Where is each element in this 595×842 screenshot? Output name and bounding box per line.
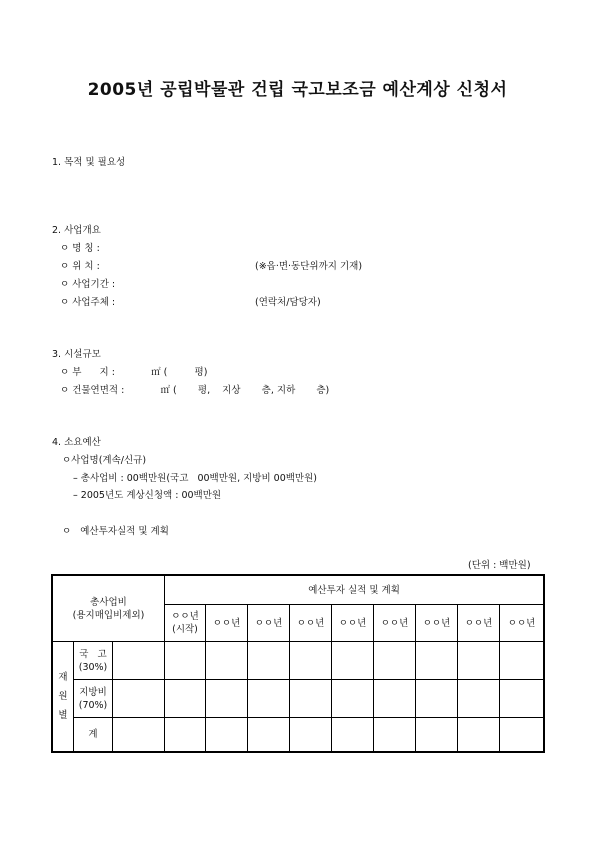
operator-note: (연락처/담당자) (255, 297, 321, 308)
floor-area-line: ㅇ 건물연면적 : ㎡ ( 평, 지상 층, 지하 층) (60, 385, 330, 396)
table-cell (113, 642, 165, 680)
total-cost-header-line1: 총사업비 (90, 596, 127, 608)
table-cell (458, 718, 500, 752)
year-header-start (165, 605, 206, 642)
table-cell (165, 680, 206, 718)
table-row-national (53, 642, 544, 680)
table-cell (248, 680, 290, 718)
section-budget-heading: 4. 소요예산 (52, 437, 101, 448)
source-label-char: 원 (58, 691, 68, 702)
local-label-line2: (70%) (78, 699, 108, 711)
year-header: ㅇㅇ년 (500, 605, 544, 642)
year-header: ㅇㅇ년 (374, 605, 416, 642)
sum-label: 계 (74, 718, 113, 752)
project-type-line: ㅇ사업명(계속/신규) (62, 455, 147, 466)
request-amount-line: – 2005년도 계상신청액 : 00백만원 (73, 490, 222, 501)
table-cell (332, 642, 374, 680)
national-label (74, 642, 113, 680)
total-cost-line: – 총사업비 : 00백만원(국고 00백만원, 지방비 00백만원) (73, 473, 317, 484)
local-label (74, 680, 113, 718)
site-area-line: ㅇ 부 지 : ㎡ ( 평) (60, 367, 208, 378)
table-cell (416, 680, 458, 718)
table-row-local (53, 680, 544, 718)
table-cell (374, 680, 416, 718)
document-title: 2005년 공립박물관 건립 국고보조금 예산계상 신청서 (87, 80, 508, 100)
location-note: (※읍·면·동단위까지 기재) (255, 261, 363, 272)
table-cell (458, 642, 500, 680)
table-cell (206, 718, 248, 752)
year-header: ㅇㅇ년 (458, 605, 500, 642)
source-label-char: 재 (58, 672, 68, 683)
table-cell (500, 680, 544, 718)
location-label: ㅇ 위 치 : (60, 261, 100, 272)
table-cell (374, 642, 416, 680)
year-header-start-line1: ㅇㅇ년 (171, 611, 199, 622)
source-label (53, 642, 74, 752)
project-name-label: ㅇ 명 칭 : (60, 243, 100, 254)
year-header-start-line2: (시작) (172, 624, 198, 635)
table-cell (113, 718, 165, 752)
investment-plan-heading: ㅇ 예산투자실적 및 계획 (62, 526, 169, 537)
national-label-line1: 국 고 (79, 648, 107, 660)
budget-table (52, 575, 544, 752)
table-cell (416, 642, 458, 680)
table-cell (206, 642, 248, 680)
table-cell (248, 642, 290, 680)
project-operator-label: ㅇ 사업주체 : (60, 297, 116, 308)
section-overview-heading: 2. 사업개요 (52, 225, 101, 236)
table-cell (458, 680, 500, 718)
table-cell (290, 642, 332, 680)
table-cell (206, 680, 248, 718)
table-cell (500, 718, 544, 752)
table-row-sum (53, 718, 544, 752)
local-label-line1: 지방비 (79, 686, 107, 698)
source-label-char: 별 (58, 710, 68, 721)
table-cell (332, 718, 374, 752)
unit-note: (단위 : 백만원) (468, 560, 531, 571)
table-cell (332, 680, 374, 718)
table-cell (416, 718, 458, 752)
national-label-line2: (30%) (78, 661, 108, 673)
table-cell (248, 718, 290, 752)
year-header: ㅇㅇ년 (290, 605, 332, 642)
year-header: ㅇㅇ년 (416, 605, 458, 642)
table-cell (290, 680, 332, 718)
year-header: ㅇㅇ년 (248, 605, 290, 642)
project-period-label: ㅇ 사업기간 : (60, 279, 116, 290)
table-cell (113, 680, 165, 718)
plan-header: 예산투자 실적 및 계획 (165, 576, 544, 605)
table-cell (500, 642, 544, 680)
total-cost-header (53, 576, 165, 642)
table-cell (290, 718, 332, 752)
year-header: ㅇㅇ년 (332, 605, 374, 642)
table-cell (165, 718, 206, 752)
section-purpose-heading: 1. 목적 및 필요성 (52, 157, 126, 168)
table-cell (165, 642, 206, 680)
total-cost-header-line2: (용지매입비제외) (72, 609, 145, 621)
section-scale-heading: 3. 시설규모 (52, 349, 101, 360)
year-header: ㅇㅇ년 (206, 605, 248, 642)
table-cell (374, 718, 416, 752)
